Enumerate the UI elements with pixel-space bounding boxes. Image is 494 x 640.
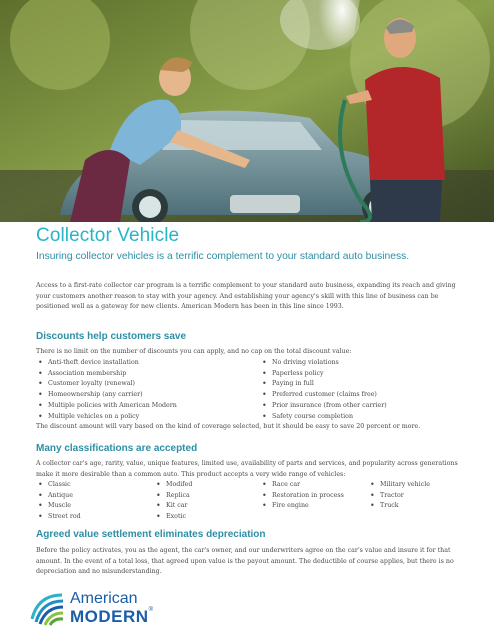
logo-text-line1: American (70, 590, 138, 607)
list-item: • No driving violations (262, 358, 387, 369)
page-subtitle: Insuring collector vehicles is a terrific complement to your standard auto business. (36, 251, 410, 262)
list-item: • Homeownership (any carrier) (38, 390, 177, 401)
list-item: • Preferred customer (claims free) (262, 390, 387, 401)
list-item: • Antique (38, 491, 81, 502)
american-modern-logo (28, 589, 198, 629)
list-item: • Anti-theft device installation (38, 358, 177, 369)
list-item: • Exotic (156, 512, 192, 523)
classifications-heading: Many classifications are accepted (36, 443, 198, 454)
list-item: • Restoration in process (262, 491, 344, 502)
list-item: • Race car (262, 480, 344, 491)
list-item: • Safety course completion (262, 412, 387, 423)
list-item: • Military vehicle (370, 480, 430, 491)
logo-text-line2: MODERN® (70, 607, 154, 626)
discounts-list-right (262, 358, 387, 422)
list-item: • Association membership (38, 369, 177, 380)
list-item: • Kit car (156, 501, 192, 512)
settlement-heading: Agreed value settlement eliminates depreciation (36, 529, 266, 540)
discounts-note: The discount amount will vary based on the kind of coverage selected, but it should be easy to save 20 percent or more. (36, 423, 421, 430)
discounts-list-left (38, 358, 177, 422)
classifications-col-1 (38, 480, 81, 523)
list-item: • Truck (370, 501, 430, 512)
list-item: • Muscle (38, 501, 81, 512)
logo-swirl-icon (28, 589, 66, 627)
discounts-heading: Discounts help customers save (36, 331, 187, 342)
list-item: • Multiple policies with American Modern (38, 401, 177, 412)
list-item: • Replica (156, 491, 192, 502)
car-wash-illustration (0, 0, 494, 222)
list-item: • Customer loyalty (renewal) (38, 379, 177, 390)
hero-photo (0, 0, 494, 222)
list-item: • Paying in full (262, 379, 387, 390)
list-item: • Prior insurance (from other carrier) (262, 401, 387, 412)
discounts-lead: There is no limit on the number of discounts you can apply, and no cap on the total discount value: (36, 348, 352, 355)
list-item: • Classic (38, 480, 81, 491)
settlement-text: Before the policy activates, you as the agent, the car's owner, and our underwriters agree on the car's value and insure it for that amount. In the event of a total loss, that agreed upon value is the payout amount. The deductible of course applies, but there is no depreciation and no misunderstanding. (36, 547, 454, 576)
list-item: • Modifed (156, 480, 192, 491)
list-item: • Street rod (38, 512, 81, 523)
classifications-col-4 (370, 480, 430, 512)
page-title: Collector Vehicle (36, 225, 180, 246)
classifications-col-3 (262, 480, 344, 512)
classifications-col-2 (156, 480, 192, 523)
classifications-lead: A collector car's age, rarity, value, unique features, limited use, availability of parts and services, and popularity across generations make it more desirable than a common auto. This product accepts a very wide range of vehicles: (36, 460, 458, 478)
list-item: • Paperless policy (262, 369, 387, 380)
list-item: • Multiple vehicles on a policy (38, 412, 177, 423)
list-item: • Fire engine (262, 501, 344, 512)
list-item: • Tractor (370, 491, 430, 502)
intro-paragraph: Access to a first-rate collector car program is a terrific complement to your standard auto business, expanding its reach and giving your customers another reason to stay with your agency. And establishing your agency's skill with this line of business can be positioned well as a gateway for new clients. American Modern has been in this line since 1993. (36, 282, 456, 311)
